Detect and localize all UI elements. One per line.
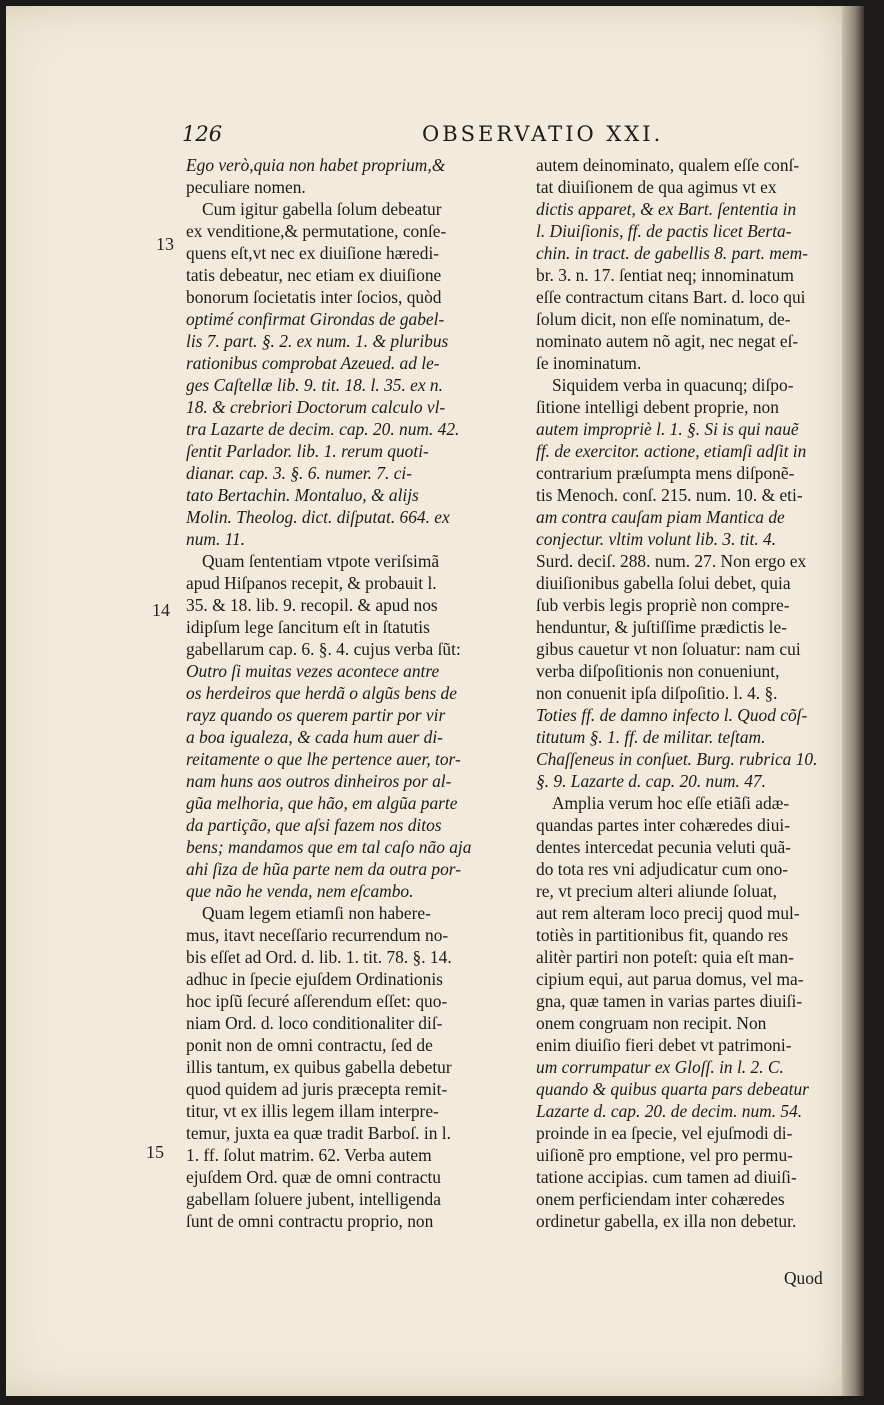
text-line: bonorum ſocietatis inter ſocios, quòd [186, 287, 442, 307]
text-line: Ego verò,quia non habet proprium,& [186, 155, 446, 175]
text-line: ex venditione,& permutatione, conſe- [186, 221, 447, 241]
text-line: ponit non de omni contractu, ſed de [186, 1035, 433, 1055]
text-line: ordinetur gabella, ex illa non debetur. [536, 1211, 797, 1231]
margin-number: 14 [152, 600, 170, 620]
text-line: tato Bertachin. Montaluo, & alijs [186, 485, 419, 505]
text-line: eſſe contractum citans Bart. d. loco qui [536, 287, 806, 307]
margin-number: 15 [146, 1142, 164, 1162]
text-line: totiès in partitionibus fit, quando res [536, 925, 789, 945]
text-line: gabellarum cap. 6. §. 4. cujus verba ſũt: [186, 639, 461, 659]
page-header [176, 122, 696, 152]
running-head: OBSERVATIO XXI. [422, 122, 664, 146]
text-line: idipſum lege ſancitum eſt in ſtatutis [186, 617, 430, 637]
text-line: ejuſdem Ord. quæ de omni contractu [186, 1167, 442, 1187]
text-line: Molin. Theolog. dict. diſputat. 664. ex [186, 507, 450, 527]
text-line: contrarium præſumpta mens diſponẽ- [536, 463, 795, 483]
text-line: ſentit Parlador. lib. 1. rerum quoti- [186, 441, 429, 461]
text-line: am contra cauſam piam Mantica de [536, 507, 785, 527]
text-line: gna, quæ tamen in varias partes diuiſi- [536, 991, 803, 1011]
text-line: 18. & crebriori Doctorum calculo vl- [186, 397, 446, 417]
text-line: tra Lazarte de decim. cap. 20. num. 42. [186, 419, 460, 439]
text-line: Toties ff. de damno infecto l. Quod cõſ- [536, 705, 808, 725]
text-line: illis tantum, ex quibus gabella debetur [186, 1057, 452, 1077]
text-line: autem deinominato, qualem eſſe conſ- [536, 155, 800, 175]
text-line: lis 7. part. §. 2. ex num. 1. & pluribus [186, 331, 449, 351]
text-line: rationibus comprobat Azeued. ad le- [186, 353, 440, 373]
text-line: a boa igualeza, & cada hum auer di- [186, 727, 443, 747]
text-line: Quam legem etiamſi non habere- [202, 903, 431, 923]
text-line: titur, vt ex illis legem illam interpre- [186, 1101, 439, 1121]
text-line: non conuenit ipſa diſpoſitio. l. 4. §. [536, 683, 778, 703]
text-line: rayz quando os querem partir por vir [186, 705, 446, 725]
text-line: 35. & 18. lib. 9. recopil. & apud nos [186, 595, 438, 615]
text-line: dictis apparet, & ex Bart. ſententia in [536, 199, 797, 219]
text-line: gibus cauetur vt non ſoluatur: nam cui [536, 639, 801, 659]
text-line: ſunt de omni contractu proprio, non [186, 1211, 434, 1231]
page-number: 126 [182, 122, 223, 146]
text-line: ſitione intelligi debent proprie, non [536, 397, 779, 417]
text-line: ff. de exercitor. actione, etiamſi adſit in [536, 441, 807, 461]
text-line: uiſionẽ pro emptione, vel pro permu- [536, 1145, 793, 1165]
text-line: quens eſt,vt nec ex diuiſione hæredi- [186, 243, 440, 263]
text-line: reitamente o que lhe pertence auer, tor- [186, 749, 461, 769]
text-line: do tota res vni adjudicatur cum ono- [536, 859, 789, 879]
catchword: Quod [784, 1268, 823, 1288]
text-line: tatis debeatur, nec etiam ex diuiſione [186, 265, 442, 285]
text-line: quandas partes inter cohæredes diui- [536, 815, 791, 835]
text-line: num. 11. [186, 529, 246, 549]
text-line: um corrumpatur ex Gloſſ. in l. 2. C. [536, 1057, 784, 1077]
text-line: Cum igitur gabella ſolum debeatur [202, 199, 442, 219]
text-line: dentes intercedat pecunia veluti quã- [536, 837, 791, 857]
text-line: ſolum dicit, non eſſe nominatum, de- [536, 309, 791, 329]
text-line: dianar. cap. 3. §. 6. numer. 7. ci- [186, 463, 413, 483]
text-line: apud Hiſpanos recepit, & probauit l. [186, 573, 437, 593]
text-line: da partição, que aſsi fazem nos ditos [186, 815, 442, 835]
text-line: quod quidem ad juris præcepta remit- [186, 1079, 448, 1099]
text-line: henduntur, & juſtiſſime prædictis le- [536, 617, 787, 637]
text-line: mus, itavt neceſſario recurrendum no- [186, 925, 449, 945]
text-line: optimé confirmat Girondas de gabel- [186, 309, 445, 329]
text-line: peculiare nomen. [186, 177, 306, 197]
text-line: Siquidem verba in quacunq; diſpo- [552, 375, 794, 395]
book-page [6, 6, 864, 1396]
text-line: verba diſpoſitionis non conueniunt, [536, 661, 780, 681]
text-line: ahi ſiza de hũa parte nem da outra por- [186, 859, 461, 879]
text-line: conjectur. vltim volunt lib. 3. tit. 4. [536, 529, 777, 549]
text-line: bis eſſet ad Ord. d. lib. 1. tit. 78. §. 14. [186, 947, 452, 967]
text-line: br. 3. n. 17. ſentiat neq; innominatum [536, 265, 794, 285]
text-line: cipium equi, aut parua domus, vel ma- [536, 969, 804, 989]
text-line: onem perficiendam inter cohæredes [536, 1189, 785, 1209]
text-line: tatione accipias. cum tamen ad diuiſi- [536, 1167, 797, 1187]
text-line: tat diuiſionem de qua agimus vt ex [536, 177, 777, 197]
text-line: re, vt precium alteri aliunde ſoluat, [536, 881, 777, 901]
text-line: §. 9. Lazarte d. cap. 20. num. 47. [536, 771, 766, 791]
text-line: titutum §. 1. ff. de militar. teſtam. [536, 727, 766, 747]
text-line: proinde in ea ſpecie, vel ejuſmodi di- [536, 1123, 793, 1143]
text-line: Quam ſententiam vtpote veriſsimã [202, 551, 440, 571]
text-line: Surd. deciſ. 288. num. 27. Non ergo ex [536, 551, 807, 571]
text-line: ſub verbis legis propriè non compre- [536, 595, 790, 615]
text-line: alitèr partiri non poteſt: quia eſt man- [536, 947, 794, 967]
text-line: os herdeiros que herdã o algũs bens de [186, 683, 457, 703]
text-line: Amplia verum hoc eſſe etiãſi adæ- [552, 793, 790, 813]
text-line: onem congruam non recipit. Non [536, 1013, 767, 1033]
left-column [186, 154, 506, 1232]
text-line: gũa melhoria, que hão, em algũa parte [186, 793, 458, 813]
text-line: ſe inominatum. [536, 353, 642, 373]
text-line: gabellam ſoluere jubent, intelligenda [186, 1189, 441, 1209]
text-line: Outro ſi muitas vezes acontece antre [186, 661, 440, 681]
text-line: que não he venda, nem eſcambo. [186, 881, 414, 901]
text-line: 1. ff. ſolut matrim. 62. Verba autem [186, 1145, 432, 1165]
text-line: nominato autem nõ agit, nec negat eſ- [536, 331, 799, 351]
text-line: tis Menoch. conſ. 215. num. 10. & eti- [536, 485, 803, 505]
margin-number: 13 [156, 234, 174, 254]
text-line: l. Diuiſionis, ff. de pactis licet Berta- [536, 221, 792, 241]
text-line: niam Ord. d. loco conditionaliter diſ- [186, 1013, 443, 1033]
text-line: autem impropriè l. 1. §. Si is qui nauẽ [536, 419, 799, 439]
text-line: temur, juxta ea quæ tradit Barboſ. in l. [186, 1123, 451, 1143]
text-line: Chaſſeneus in conſuet. Burg. rubrica 10. [536, 749, 818, 769]
text-line: enim diuiſio fieri debet vt patrimoni- [536, 1035, 792, 1055]
text-line: chin. in tract. de gabellis 8. part. mem- [536, 243, 808, 263]
text-line: bens; mandamos que em tal caſo não aja [186, 837, 472, 857]
text-line: nam huns aos outros dinheiros por al- [186, 771, 452, 791]
text-line: diuiſionibus gabella ſolui debet, quia [536, 573, 791, 593]
text-line: adhuc in ſpecie ejuſdem Ordinationis [186, 969, 443, 989]
text-line: ges Caſtellæ lib. 9. tit. 18. l. 35. ex n. [186, 375, 443, 395]
text-line: aut rem alteram loco precij quod mul- [536, 903, 800, 923]
text-line: quando & quibus quarta pars debeatur [536, 1079, 809, 1099]
text-line: Lazarte d. cap. 20. de decim. num. 54. [536, 1101, 803, 1121]
right-column [536, 154, 854, 1232]
text-line: hoc ipſũ ſecuré aſſerendum eſſet: quo- [186, 991, 448, 1011]
